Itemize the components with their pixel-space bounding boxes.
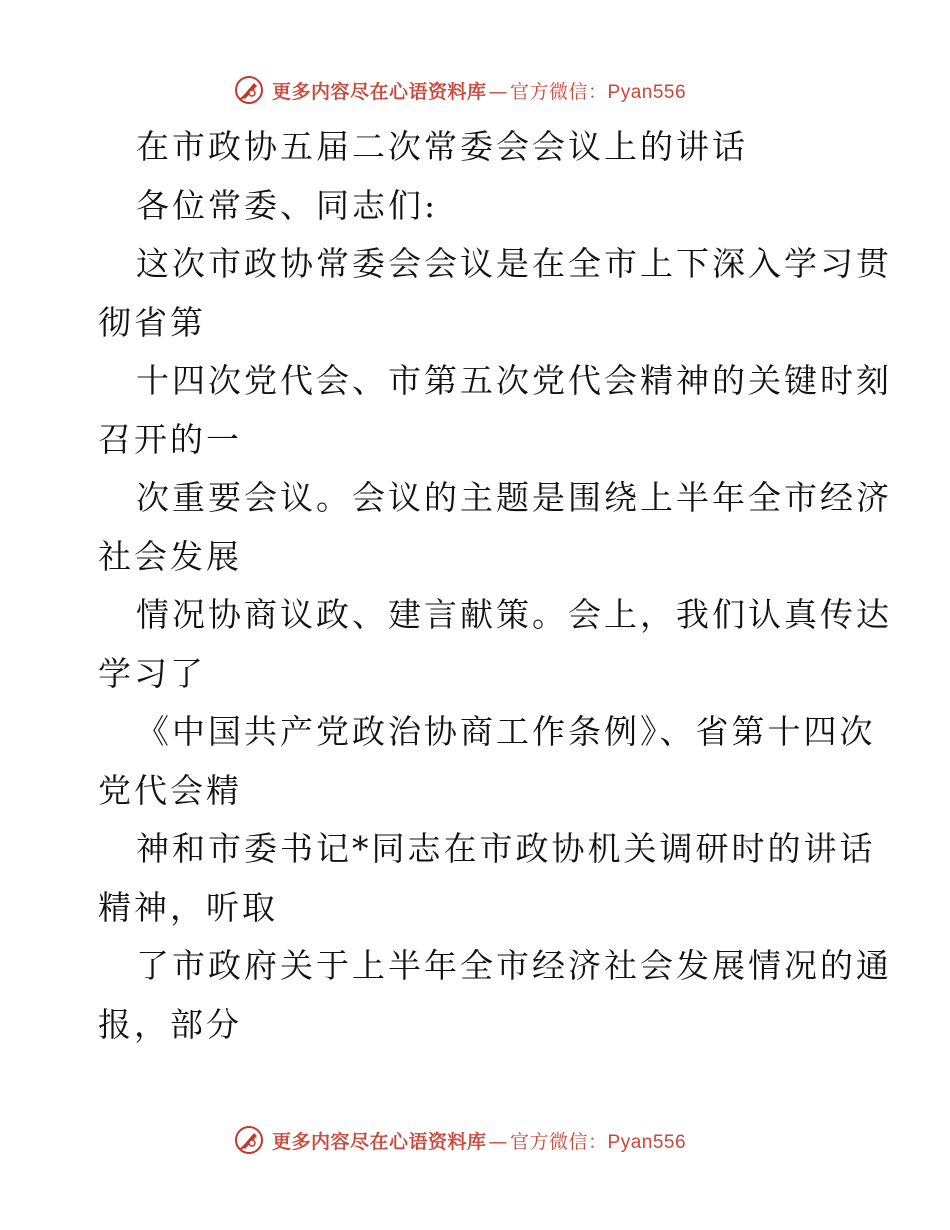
paragraph-line: 报，部分 <box>98 1004 242 1044</box>
watermark-dash: — <box>488 80 509 103</box>
paragraph-line: 社会发展 <box>98 536 242 576</box>
paragraph-line: 召开的一 <box>98 419 242 459</box>
paragraph-line: 了市政府关于上半年全市经济社会发展情况的通 <box>136 946 892 985</box>
header-watermark <box>234 72 754 108</box>
paragraph-line: 学习了 <box>98 653 206 693</box>
watermark-wechat-id: Pyan556 <box>607 81 687 103</box>
paragraph-line: 《中国共产党政治协商工作条例》、省第十四次 <box>136 712 876 751</box>
watermark-site: 更多内容尽在心语资料库 <box>272 80 487 103</box>
quill-logo-icon <box>234 75 264 105</box>
paragraph-line: 这次市政协常委会会议是在全市上下深入学习贯 <box>136 244 892 283</box>
paragraph-line: 十四次党代会、市第五次党代会精神的关键时刻 <box>136 361 892 400</box>
watermark-dash: — <box>488 1130 509 1153</box>
paragraph-line: 次重要会议。会议的主题是围绕上半年全市经济 <box>136 478 892 517</box>
document-title: 在市政协五届二次常委会会议上的讲话 <box>136 127 748 166</box>
watermark-wechat-label: 官方微信： <box>510 1130 608 1153</box>
watermark-text <box>272 1127 686 1154</box>
paragraph-line: 精神，听取 <box>98 887 278 927</box>
paragraph-line: 情况协商议政、建言献策。会上，我们认真传达 <box>136 595 892 634</box>
document-body <box>98 118 892 1054</box>
paragraph-line: 神和市委书记*同志在市政协机关调研时的讲话 <box>136 829 876 868</box>
footer-watermark <box>234 1122 754 1158</box>
watermark-wechat-label: 官方微信： <box>510 80 608 103</box>
quill-logo-icon <box>234 1125 264 1155</box>
watermark-site: 更多内容尽在心语资料库 <box>272 1130 487 1153</box>
paragraph-line: 党代会精 <box>98 770 242 810</box>
paragraph-line: 彻省第 <box>98 302 206 342</box>
watermark-text <box>272 77 686 104</box>
salutation: 各位常委、同志们: <box>136 185 439 225</box>
watermark-wechat-id: Pyan556 <box>607 1131 687 1153</box>
